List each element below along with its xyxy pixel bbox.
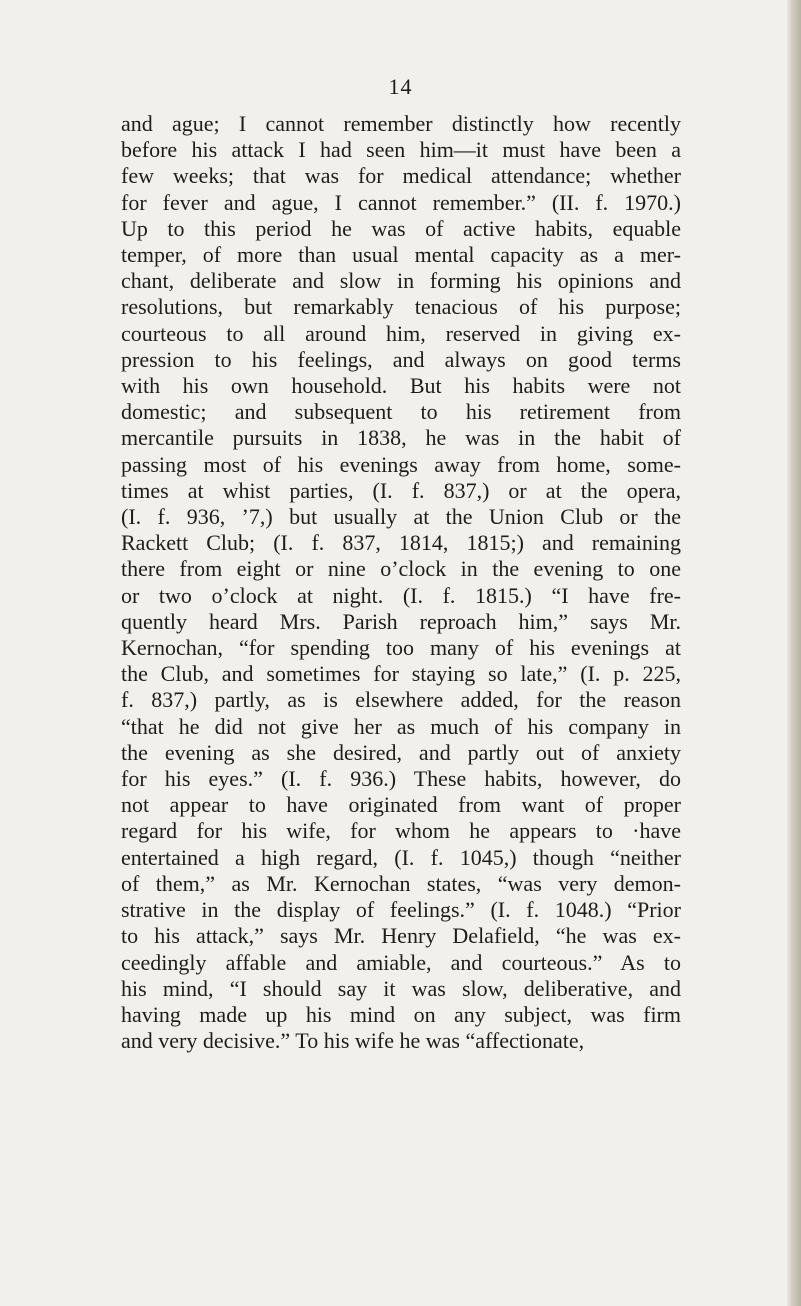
page-edge-shadow — [787, 0, 801, 1306]
text-line-29: entertained a high regard, (I. f. 1045,) though “neither — [121, 844, 681, 870]
text-line-3: few weeks; that was for medical attendance; whether — [121, 163, 681, 189]
text-line-14: passing most of his evenings away from home, some- — [121, 451, 681, 477]
text-line-5: Up to this period he was of active habits, equable — [121, 215, 681, 241]
text-line-27: not appear to have originated from want of proper — [121, 792, 681, 818]
text-line-2: before his attack I had seen him—it must have been a — [121, 137, 681, 163]
text-line-36: and very decisive.” To his wife he was “affectionate, — [121, 1028, 585, 1054]
text-line-11: with his own household. But his habits were not — [121, 373, 681, 399]
text-line-30: of them,” as Mr. Kernochan states, “was very demon- — [121, 870, 681, 896]
text-line-13: mercantile pursuits in 1838, he was in the habit of — [121, 425, 681, 451]
text-line-12: domestic; and subsequent to his retirement from — [121, 399, 681, 425]
text-line-24: “that he did not give her as much of his company in — [121, 713, 681, 739]
text-line-26: for his eyes.” (I. f. 936.) These habits, however, do — [121, 766, 681, 792]
text-line-16: (I. f. 936, ’7,) but usually at the Union Club or the — [121, 504, 681, 530]
text-line-17: Rackett Club; (I. f. 837, 1814, 1815;) and remaining — [121, 530, 681, 556]
text-line-7: chant, deliberate and slow in forming his opinions and — [121, 268, 681, 294]
text-line-32: to his attack,” says Mr. Henry Delafield, “he was ex- — [121, 923, 681, 949]
text-line-34: his mind, “I should say it was slow, deliberative, and — [121, 975, 681, 1001]
text-line-21: Kernochan, “for spending too many of his evenings at — [121, 635, 681, 661]
text-line-4: for fever and ague, I cannot remember.” (II. f. 1970.) — [121, 189, 681, 215]
text-line-8: resolutions, but remarkably tenacious of his purpose; — [121, 294, 681, 320]
text-line-1: and ague; I cannot remember distinctly how recently — [121, 111, 681, 136]
text-line-10: pression to his feelings, and always on good terms — [121, 346, 681, 372]
text-line-9: courteous to all around him, reserved in giving ex- — [121, 320, 681, 346]
text-line-6: temper, of more than usual mental capacity as a mer- — [121, 242, 681, 268]
text-line-28: regard for his wife, for whom he appears to ·have — [121, 818, 681, 844]
text-line-19: or two o’clock at night. (I. f. 1815.) “I have fre- — [121, 582, 681, 608]
text-line-23: f. 837,) partly, as is elsewhere added, for the reason — [121, 687, 681, 713]
text-line-22: the Club, and sometimes for staying so late,” (I. p. 225, — [121, 661, 681, 687]
text-line-35: having made up his mind on any subject, was firm — [121, 1001, 681, 1027]
text-line-20: quently heard Mrs. Parish reproach him,” says Mr. — [121, 608, 681, 634]
text-line-25: the evening as she desired, and partly out of anxiety — [121, 739, 681, 765]
text-line-31: strative in the display of feelings.” (I. f. 1048.) “Prior — [121, 897, 681, 923]
body-text — [121, 111, 681, 1054]
text-line-33: ceedingly affable and amiable, and courteous.” As to — [121, 949, 681, 975]
page-number: 14 — [388, 74, 413, 99]
text-line-18: there from eight or nine o’clock in the evening to one — [121, 556, 681, 582]
text-line-15: times at whist parties, (I. f. 837,) or at the opera, — [121, 477, 681, 503]
